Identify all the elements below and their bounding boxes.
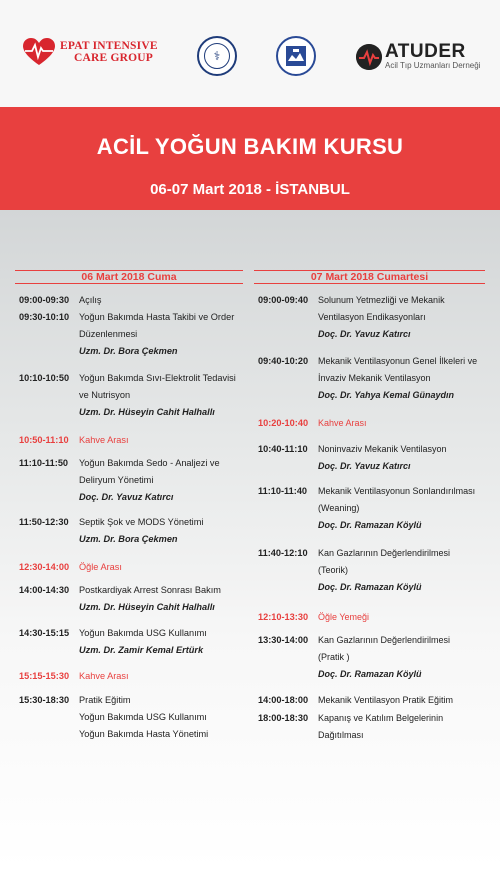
day2-item-0	[258, 292, 485, 343]
session-speaker: Uzm. Dr. Bora Çekmen	[79, 534, 178, 544]
day2-item-7	[258, 632, 485, 683]
session-speaker: Doç. Dr. Yavuz Katırcı	[79, 492, 174, 502]
health-ministry-seal-icon: ⚕	[197, 36, 237, 76]
day1-item-7	[19, 582, 243, 616]
session-title: İnvaziv Mekanik Ventilasyon	[318, 373, 431, 383]
atuder-name: ATUDER	[385, 41, 466, 62]
session-title: Yoğun Bakımda USG Kullanımı	[79, 712, 207, 722]
session-title: Kapanış ve Katılım Belgelerinin	[318, 713, 444, 723]
session-title: (Pratik )	[318, 652, 350, 662]
session-title: Septik Şok ve MODS Yönetimi	[79, 517, 204, 527]
session-time: 18:00-18:30	[258, 713, 309, 723]
session-title: Kan Gazlarının Değerlendirilmesi	[318, 635, 451, 645]
session-title: (Weaning)	[318, 503, 360, 513]
atuder-logo-icon	[356, 44, 382, 70]
session-time: 13:30-14:00	[258, 635, 309, 645]
atuder-logo	[356, 42, 480, 71]
session-title: Yoğun Bakımda Sedo - Analjezi ve	[79, 458, 220, 468]
epat-logo-text	[60, 40, 158, 64]
day2-item-3	[258, 441, 485, 475]
day1-item-10	[19, 692, 243, 743]
epat-line1: EPAT INTENSIVE	[60, 40, 158, 52]
break-title: Kahve Arası	[79, 671, 129, 681]
session-speaker: Doç. Dr. Yavuz Katırcı	[318, 461, 411, 471]
session-time: 10:10-10:50	[19, 373, 70, 383]
epat-logo	[22, 38, 158, 66]
session-time: 11:40-12:10	[258, 548, 308, 558]
session-speaker: Uzm. Dr. Bora Çekmen	[79, 346, 178, 356]
day2-item-8	[258, 692, 485, 709]
session-title: (Teorik)	[318, 565, 349, 575]
session-time: 09:00-09:30	[19, 295, 70, 305]
session-time: 10:40-11:10	[258, 444, 308, 454]
day2-item-5	[258, 545, 485, 596]
session-time: 14:30-15:15	[19, 628, 70, 638]
session-speaker: Doç. Dr. Ramazan Köylü	[318, 520, 422, 530]
session-title: Ventilasyon Endikasyonları	[318, 312, 426, 322]
day2-item-1	[258, 353, 485, 404]
day1-item-0	[19, 292, 243, 309]
day1-item-2	[19, 370, 243, 421]
session-title: Yoğun Bakımda Sıvı-Elektrolit Tedavisi	[79, 373, 236, 383]
session-speaker: Doç. Dr. Ramazan Köylü	[318, 582, 422, 592]
session-speaker: Doç. Dr. Ramazan Köylü	[318, 669, 422, 679]
session-title: Pratik Eğitim	[79, 695, 131, 705]
day2-item-4	[258, 483, 485, 534]
session-title: Deliryum Yönetimi	[79, 475, 154, 485]
break-time: 10:50-11:10	[19, 435, 69, 445]
session-speaker: Uzm. Dr. Zamir Kemal Ertürk	[79, 645, 204, 655]
atuder-subtitle: Acil Tıp Uzmanları Derneği	[385, 61, 481, 70]
page-subtitle: 06-07 Mart 2018 - İSTANBUL	[150, 181, 350, 198]
day1-heading: 06 Mart 2018 Cuma	[15, 270, 243, 284]
session-time: 14:00-14:30	[19, 585, 70, 595]
session-speaker: Uzm. Dr. Hüseyin Cahit Halhallı	[79, 602, 215, 612]
day1-item-3	[19, 432, 243, 449]
heart-ecg-icon	[22, 38, 56, 66]
break-title: Kahve Arası	[79, 435, 129, 445]
day2-column	[254, 270, 485, 740]
break-title: Öğle Arası	[79, 562, 122, 572]
session-time: 15:30-18:30	[19, 695, 70, 705]
session-speaker: Doç. Dr. Yahya Kemal Günaydın	[318, 390, 455, 400]
session-time: 09:30-10:10	[19, 312, 70, 322]
page-title: ACİL YOĞUN BAKIM KURSU	[96, 134, 404, 159]
break-time: 15:15-15:30	[19, 671, 70, 681]
day1-item-9	[19, 668, 243, 685]
day1-item-4	[19, 455, 243, 506]
session-title: Yoğun Bakımda Hasta Takibi ve Order	[79, 312, 235, 322]
session-title: Yoğun Bakımda Hasta Yönetimi	[79, 729, 209, 739]
day2-item-9	[258, 710, 485, 744]
session-time: 11:10-11:50	[19, 458, 69, 468]
session-title: Yoğun Bakımda USG Kullanımı	[79, 628, 207, 638]
day1-item-5	[19, 514, 243, 548]
session-title: Mekanik Ventilasyonun Genel İlkeleri ve	[318, 356, 478, 366]
university-seal-icon	[276, 36, 316, 76]
session-speaker: Uzm. Dr. Hüseyin Cahit Halhallı	[79, 407, 215, 417]
session-title: Açılış	[79, 295, 102, 305]
day2-item-6	[258, 609, 485, 626]
session-time: 09:00-09:40	[258, 295, 309, 305]
session-time: 11:10-11:40	[258, 486, 308, 496]
break-time: 10:20-10:40	[258, 418, 309, 428]
session-title: Postkardiyak Arrest Sonrası Bakım	[79, 585, 221, 595]
break-time: 12:10-13:30	[258, 612, 309, 622]
session-title: Mekanik Ventilasyon Pratik Eğitim	[318, 695, 454, 705]
break-title: Öğle Yemeği	[318, 612, 370, 622]
session-title: Kan Gazlarının Değerlendirilmesi	[318, 548, 451, 558]
session-time: 09:40-10:20	[258, 356, 309, 366]
session-title: Düzenlenmesi	[79, 329, 138, 339]
session-time: 14:00-18:00	[258, 695, 309, 705]
session-title: ve Nutrisyon	[79, 390, 131, 400]
day1-item-1	[19, 309, 243, 360]
session-title: Noninvaziv Mekanik Ventilasyon	[318, 444, 447, 454]
break-title: Kahve Arası	[318, 418, 367, 428]
day1-item-8	[19, 625, 243, 659]
epat-line2: CARE GROUP	[74, 52, 153, 64]
break-time: 12:30-14:00	[19, 562, 70, 572]
session-time: 11:50-12:30	[19, 517, 69, 527]
day1-item-6	[19, 559, 243, 576]
session-speaker: Doç. Dr. Yavuz Katırcı	[318, 329, 411, 339]
day2-heading: 07 Mart 2018 Cumartesi	[254, 270, 485, 284]
session-title: Solunum Yetmezliği ve Mekanik	[318, 295, 445, 305]
day1-column	[15, 270, 243, 739]
session-title: Mekanik Ventilasyonun Sonlandırılması	[318, 486, 476, 496]
session-title: Dağıtılması	[318, 730, 364, 740]
day2-item-2	[258, 415, 485, 432]
